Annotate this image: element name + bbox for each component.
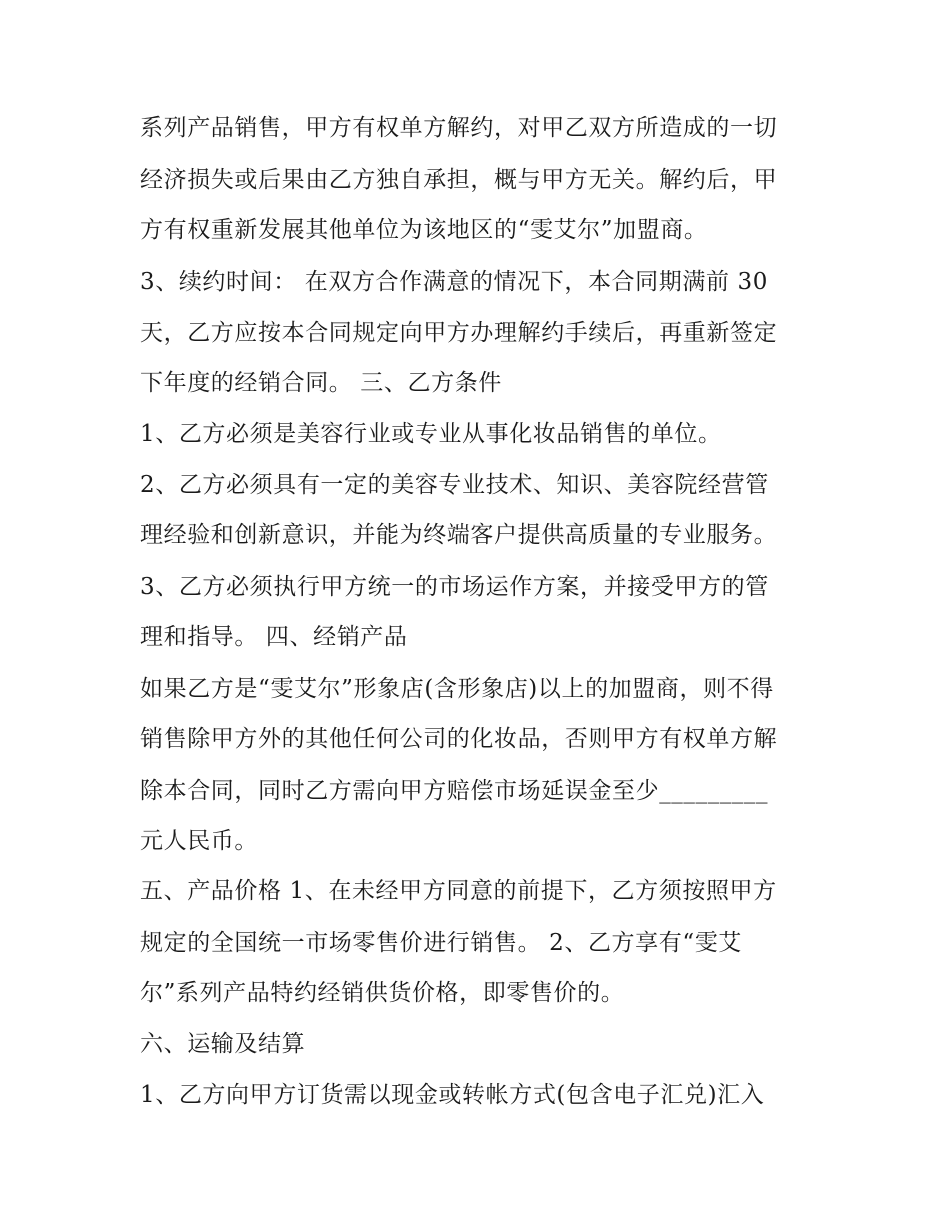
text-line: 除本合同，同时乙方需向甲方赔偿市场延误金至少_________: [140, 778, 769, 804]
text-line: 理经验和创新意识，并能为终端客户提供高质量的专业服务。: [140, 522, 778, 548]
text-line: 元人民币。: [140, 828, 258, 854]
text-line: 3、乙方必须执行甲方统一的市场运作方案，并接受甲方的管: [140, 574, 769, 600]
text-line: 系列产品销售，甲方有权单方解约，对甲乙双方所造成的一切: [140, 115, 778, 141]
text-line: 规定的全国统一市场零售价进行销售。 2、乙方享有“雯艾: [140, 930, 742, 956]
text-line: 五、产品价格 1、在未经甲方同意的前提下，乙方须按照甲方: [140, 878, 777, 904]
text-line: 六、运输及结算: [140, 1031, 306, 1057]
text-line: 3、续约时间： 在双方合作满意的情况下，本合同期满前 30: [140, 269, 768, 295]
text-line: 经济损失或后果由乙方独自承担，概与甲方无关。解约后，甲: [140, 167, 778, 193]
text-line: 销售除甲方外的其他任何公司的化妆品，否则甲方有权单方解: [140, 726, 778, 752]
text-line: 尔”系列产品特约经销供货价格，即零售价的。: [140, 980, 625, 1006]
text-line: 方有权重新发展其他单位为该地区的“雯艾尔”加盟商。: [140, 217, 708, 243]
text-line: 理和指导。 四、经销产品: [140, 624, 408, 650]
text-line: 1、乙方必须是美容行业或专业从事化妆品销售的单位。: [140, 421, 722, 447]
text-line: 如果乙方是“雯艾尔”形象店(含形象店)以上的加盟商，则不得: [140, 676, 774, 702]
text-line: 1、乙方向甲方订货需以现金或转帐方式(包含电子汇兑)汇入: [140, 1082, 765, 1108]
text-line: 2、乙方必须具有一定的美容专业技术、知识、美容院经营管: [140, 472, 769, 498]
text-line: 天，乙方应按本合同规定向甲方办理解约手续后，再重新签定: [140, 320, 778, 346]
text-line: 下年度的经销合同。 三、乙方条件: [140, 370, 502, 396]
